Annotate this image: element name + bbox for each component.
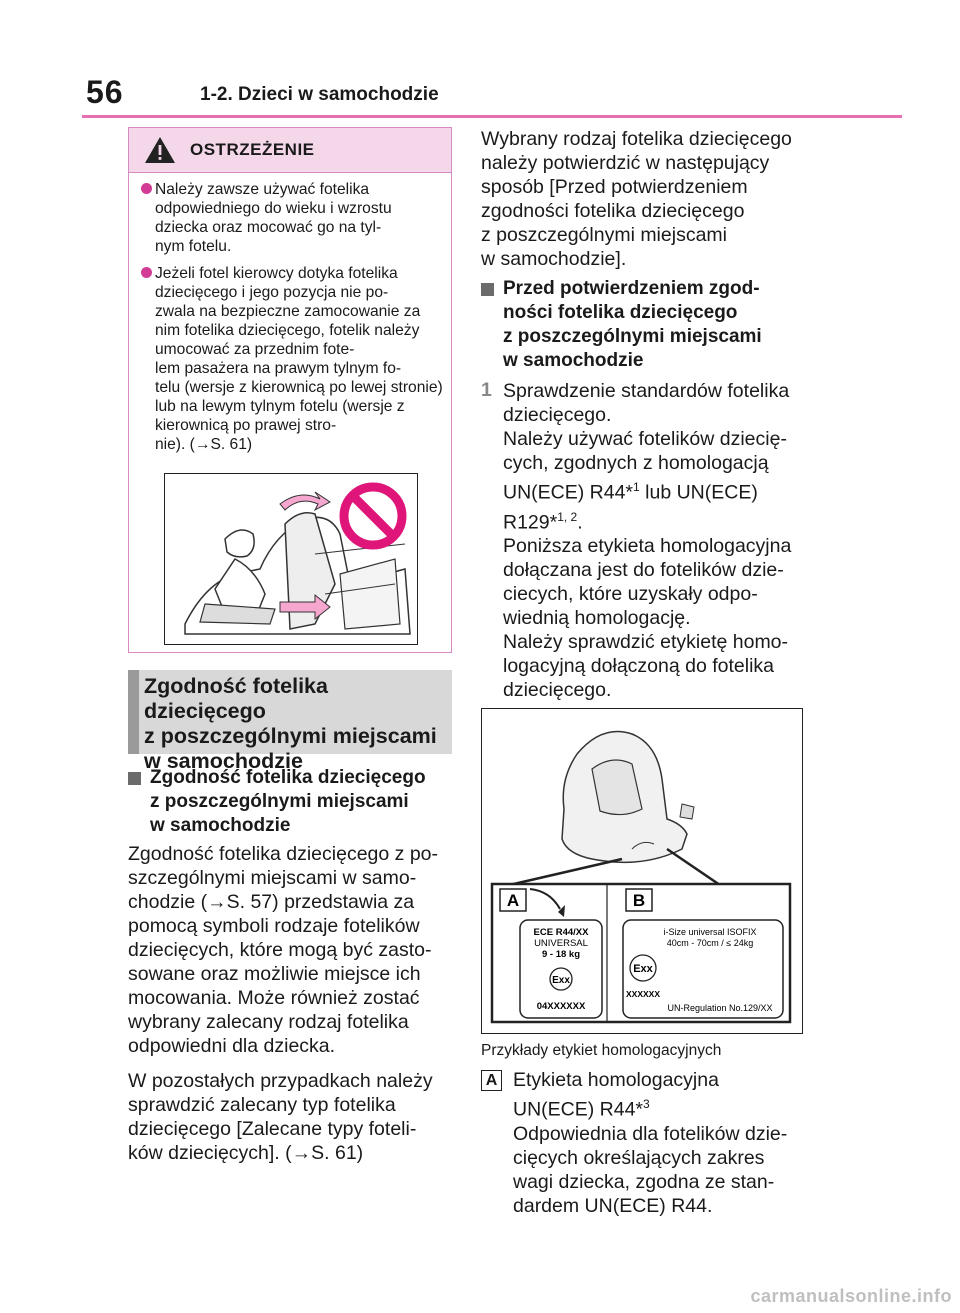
label-tag-a: A (506, 891, 520, 910)
footnote-mark: 1, 2 (557, 509, 578, 524)
step-text-part: lub UN(ECE) (639, 481, 758, 504)
label-a-line: UNIVERSAL (534, 938, 588, 949)
label-b-line: Exx (633, 963, 653, 975)
prohibited-icon (344, 487, 402, 545)
step-text-part: Poniższa etykieta homologacyjna dołączana jest do fotelików dzie- ciecych, które uzyskały odpo- wiednią homologację. Należy sprawdzić etykietę homo- logacyjną dołączoną do fotelika dziecięcego. (503, 535, 792, 701)
header-rule (82, 115, 902, 118)
paragraph: Zgodność fotelika dziecięcego z po- szczególnymi miejscami w samo- chodzie (→S. 57) przedstawia za pomocą symboli rodzaje fotelików dziecięcych, które mogą być zasto- sowane oraz możliwie miejsce ich mocowania. Może również zostać wybrany zalecany rodzaj fotelika odpowiedni dla dziecka. (128, 843, 439, 1057)
subheading: Przed potwierdzeniem zgod- ności fotelika dziecięcego z poszczególnymi miejscami w samochodzie (503, 278, 762, 371)
footnote-mark: 3 (643, 1097, 650, 1111)
intro-paragraph: Wybrany rodzaj fotelika dziecięcego należy potwierdzić w następujący sposób [Przed potwierdzeniem zgodności fotelika dziecięcego z poszczególnymi miejscami w samochodzie]. (481, 128, 792, 270)
item-a-text: Odpowiednia dla fotelików dzie- cięcych określających zakres wagi dziecka, zgodna ze stan- dardem UN(ECE) R44. (513, 1122, 788, 1217)
item-a-title (513, 1068, 787, 1218)
label-b-line: XXXXXX (625, 989, 661, 999)
section-title: 1-2. Dzieci w samochodzie (200, 84, 439, 105)
step-number: 1 (481, 379, 492, 401)
car-seat-illustration (165, 474, 416, 643)
warning-item (141, 180, 446, 256)
paragraph: W pozostałych przypadkach należy sprawdzić zalecany typ fotelika dziecięcego [Zalecane typy foteli- ków dziecięcych]. (→S. 61) (128, 1070, 433, 1164)
square-bullet-icon (481, 283, 494, 296)
label-a-line: Exx (552, 975, 570, 986)
figure-caption: Przykłady etykiet homologacyjnych (481, 1042, 722, 1059)
label-b-line: UN-Regulation No.129/XX (667, 1003, 773, 1013)
label-b-line: 40cm - 70cm / ≤ 24kg (666, 938, 754, 948)
warning-item-text: Należy zawsze używać fotelika odpowiedniego do wieku i wzrostu dziecka oraz mocować go na tyl- nym fotelu. (155, 181, 392, 255)
step-text (503, 379, 813, 702)
warning-box (128, 127, 452, 653)
section-heading: Zgodność fotelika dziecięcego z poszczególnymi miejscami w samochodzie (128, 670, 452, 754)
label-tag-a: A (481, 1070, 502, 1091)
child-seat-labels-illustration (482, 709, 801, 1032)
item-a-text: UN(ECE) R44* (513, 1098, 644, 1121)
warning-illustration (164, 473, 418, 645)
warning-item (141, 264, 446, 454)
homologation-label-figure (481, 708, 803, 1034)
step-text-part: Sprawdzenie standardów fotelika dziecięcego. Należy używać fotelików dziecię- cych, zgodnych z homologacją UN(ECE) R44* (503, 380, 790, 504)
watermark: carmanualsonline.info (750, 1286, 952, 1306)
page-number: 56 (86, 74, 124, 110)
warning-title: OSTRZEŻENIE (190, 140, 315, 159)
warning-header (129, 128, 451, 173)
warning-triangle-icon (144, 136, 176, 164)
item-a-text: Etykieta homologacyjna (513, 1069, 719, 1091)
warning-item-text: Jeżeli fotel kierowcy dotyka fotelika dziecięcego i jego pozycja nie po- zwala na bezpieczne zamocowanie za nim fotelika dziecięcego, fotelik należy umocować za przednim fote- lem pasażera na prawym tylnym fo- telu (wersje z kierownicą po lewej stronie) lub na lewym tylnym fotelu (wersje z kierownicą po prawej stro- nie). (→S. 61) (155, 265, 443, 453)
subheading: Zgodność fotelika dziecięcego z poszczególnymi miejscami w samochodzie (150, 767, 426, 836)
bullet-icon (141, 183, 152, 194)
step-text-part: . (577, 511, 583, 533)
label-a-line: 9 - 18 kg (541, 949, 581, 960)
label-tag-b: B (632, 891, 646, 910)
label-a-line: 04XXXXXX (536, 1001, 586, 1012)
label-a-line: ECE R44/XX (533, 927, 589, 938)
square-bullet-icon (128, 772, 141, 785)
label-b-line: i-Size universal ISOFIX (663, 927, 757, 937)
bullet-icon (141, 267, 152, 278)
step-text-part: R129* (503, 511, 558, 533)
footnote-mark: 1 (633, 480, 640, 494)
